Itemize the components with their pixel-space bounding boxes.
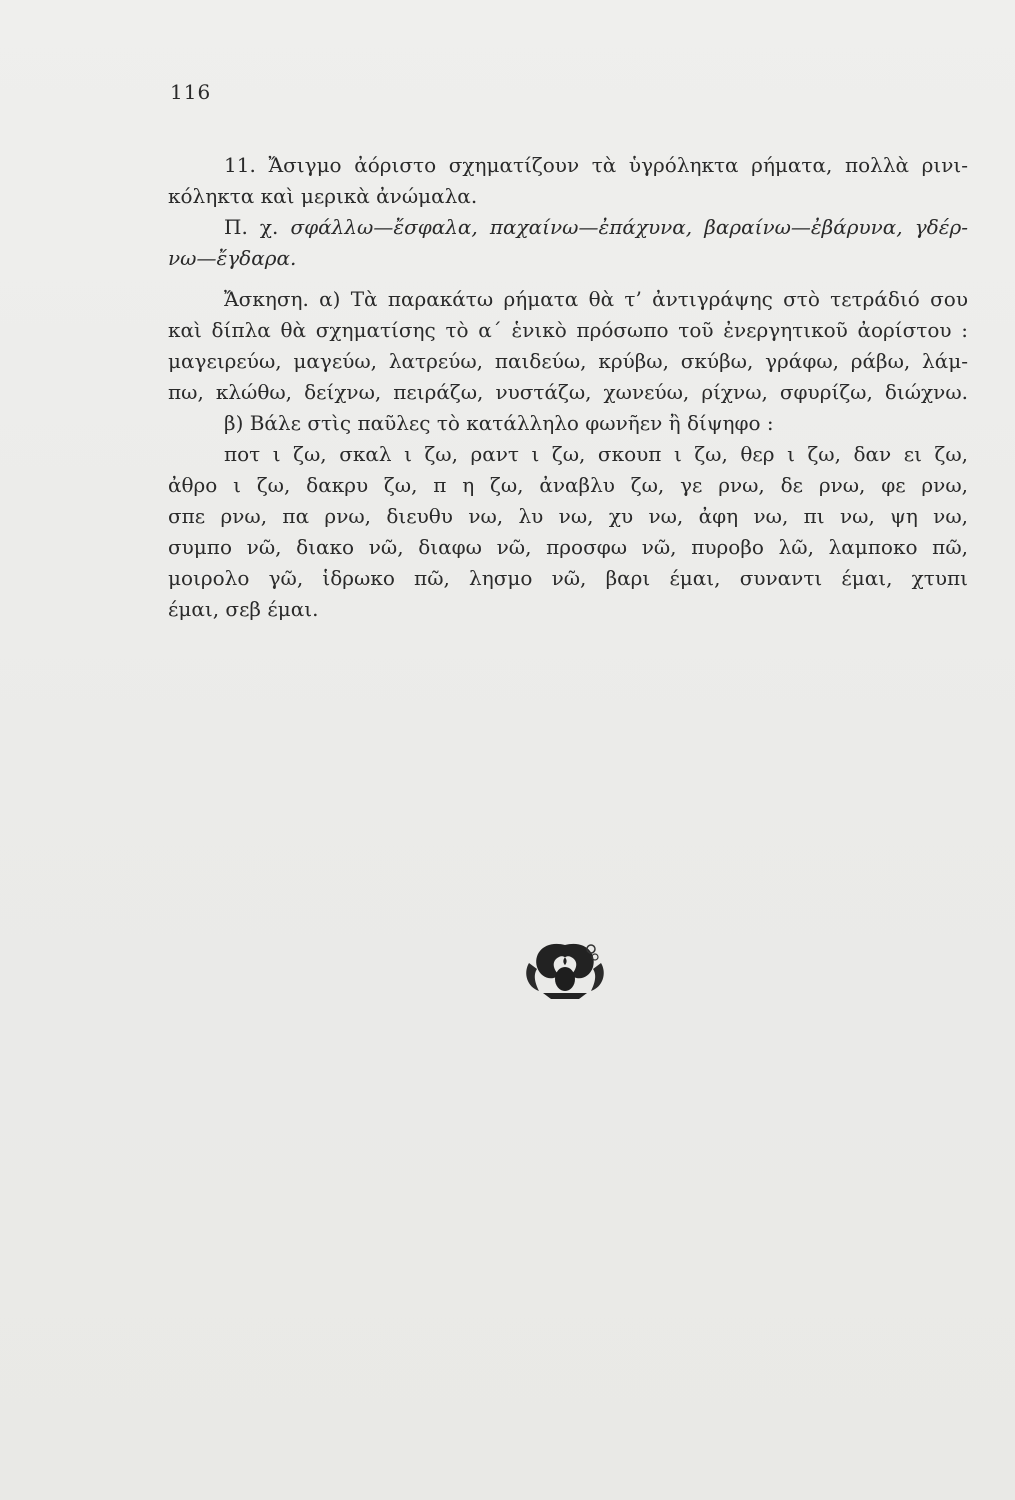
rule-paragraph-line-1 bbox=[168, 150, 968, 181]
examples-text-1: σφάλλω—ἔσφαλα, παχαίνω—ἐπάχυνα, βαραίνω—ἐβάρυνα, γδέρ- bbox=[290, 215, 968, 239]
rule-text-2: κόληκτα καὶ μερικὰ ἀνώμαλα. bbox=[168, 184, 478, 208]
rule-text-1: Ἄσιγμο ἀόριστο σχηματίζουν τὰ ὑγρόληκτα ρήματα, πολλὰ ρινι- bbox=[268, 153, 968, 177]
page-body bbox=[168, 150, 968, 625]
examples-line-1 bbox=[168, 212, 968, 243]
exercise-b-line-5: μοιρολο γῶ, ἱδρωκο πῶ, λησμο νῶ, βαρι έμαι, συναντι έμαι, χτυπι bbox=[168, 566, 968, 590]
exercise-a-line-1: Ἄσκηση. α) Τὰ παρακάτω ρήματα θὰ τ’ ἀντιγράψης στὸ τετράδιό σου bbox=[224, 287, 968, 311]
examples-prefix: Π. χ. bbox=[224, 215, 279, 239]
exercise-b-line-4: συμπο νῶ, διακο νῶ, διαφω νῶ, προσφω νῶ, πυροβο λῶ, λαμποκο πῶ, bbox=[168, 535, 968, 559]
exercise-b-line-3: σπε ρνω, πα ρνω, διευθυ νω, λυ νω, χυ νω, ἀφη νω, πι νω, ψη νω, bbox=[168, 504, 968, 528]
exercise-b-line-1: ποτ ι ζω, σκαλ ι ζω, ραντ ι ζω, σκουπ ι ζω, θερ ι ζω, δαν ει ζω, bbox=[224, 442, 968, 466]
exercise-a-line-3: μαγειρεύω, μαγεύω, λατρεύω, παιδεύω, κρύβω, σκύβω, γράφω, ράβω, λάμ- bbox=[168, 349, 968, 373]
exercise-b-heading: β) Βάλε στὶς παῦλες τὸ κατάλληλο φωνῆεν ἢ δίψηφο : bbox=[224, 411, 774, 435]
exercise-b-line-6: έμαι, σεβ έμαι. bbox=[168, 597, 319, 621]
decorative-ornament-icon bbox=[515, 935, 615, 1005]
rule-number: 11. bbox=[224, 153, 256, 177]
exercise-a-line-2: καὶ δίπλα θὰ σχηματίσης τὸ α΄ ἑνικὸ πρόσωπο τοῦ ἐνεργητικοῦ ἀορίστου : bbox=[168, 318, 968, 342]
page-number: 116 bbox=[170, 80, 212, 104]
exercise-a-line-4: πω, κλώθω, δείχνω, πειράζω, νυστάζω, χωνεύω, ρίχνω, σφυρίζω, διώχνω. bbox=[168, 380, 968, 404]
exercise-b-line-2: ἀθρο ι ζω, δακρυ ζω, π η ζω, ἀναβλυ ζω, γε ρνω, δε ρνω, φε ρνω, bbox=[168, 473, 968, 497]
examples-text-2: νω—ἔγδαρα. bbox=[168, 246, 297, 270]
